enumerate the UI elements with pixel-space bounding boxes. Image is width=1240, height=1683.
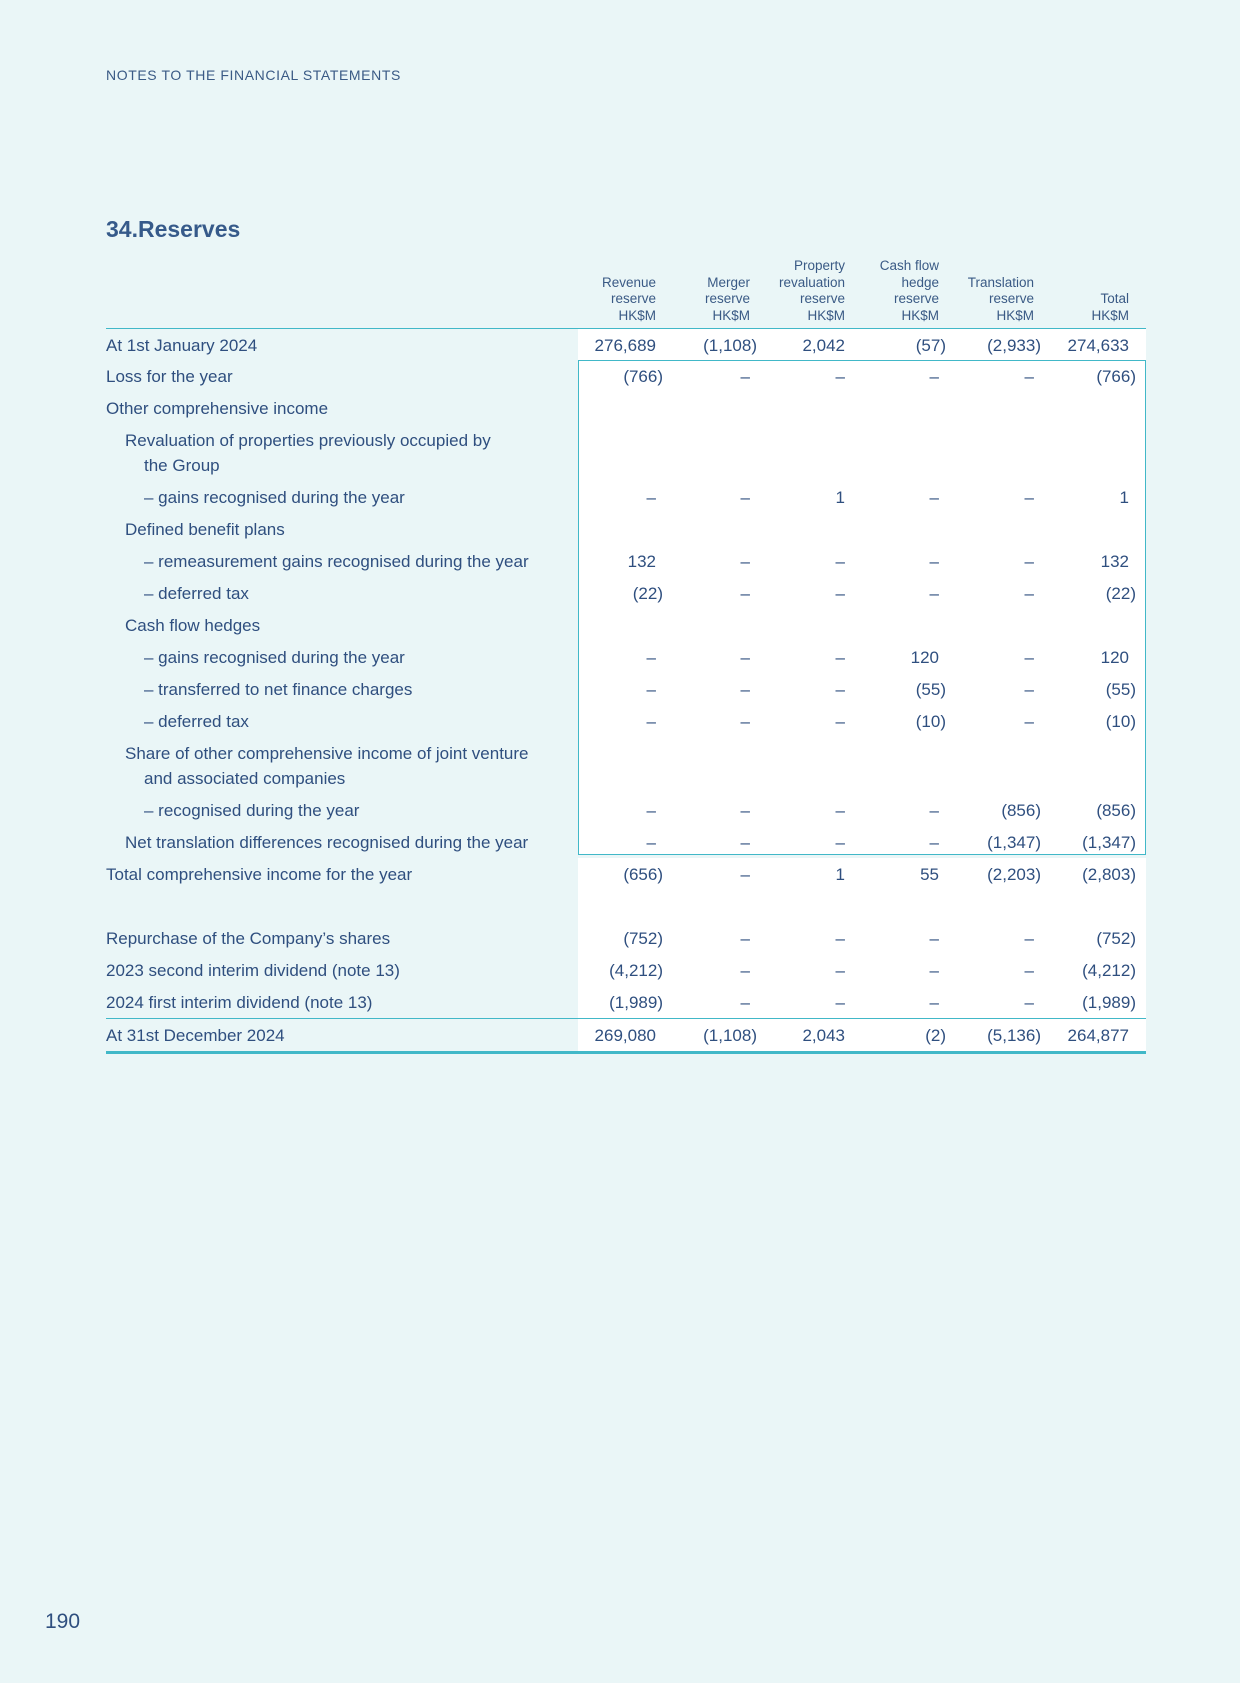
cell-translation: –	[1024, 680, 1034, 699]
cell-revenue: –	[646, 680, 656, 699]
table-header	[106, 258, 1146, 329]
col-header-merger-reserve: Merger reserve HK$M	[704, 274, 750, 323]
running-head: NOTES TO THE FINANCIAL STATEMENTS	[106, 67, 401, 83]
cell-property: 1	[835, 488, 845, 507]
table-row	[106, 826, 1146, 858]
cell-hedge: (57)	[915, 336, 946, 355]
cell-revenue: (766)	[623, 367, 663, 386]
cell-property: –	[835, 712, 845, 731]
cell-translation: –	[1024, 961, 1034, 980]
cell-total: (766)	[1096, 367, 1136, 386]
row-label: – recognised during the year	[144, 801, 360, 820]
col-header-translation-reserve: Translation reserve HK$M	[967, 274, 1034, 323]
cell-revenue: –	[646, 801, 656, 820]
comprehensive-income-section	[106, 360, 1146, 858]
row-label: Loss for the year	[106, 367, 233, 386]
cell-merger: –	[740, 552, 750, 571]
cell-merger: –	[740, 993, 750, 1012]
cell-hedge: –	[929, 929, 939, 948]
row-label: – deferred tax	[144, 712, 249, 731]
cell-property: –	[835, 801, 845, 820]
lower-section	[106, 858, 1146, 1018]
row-label: At 31st December 2024	[106, 1026, 285, 1045]
col-header-revenue-reserve: Revenue reserve HK$M	[601, 274, 656, 323]
cell-property: –	[835, 993, 845, 1012]
cell-total: (2,803)	[1082, 865, 1136, 884]
cell-total: 1	[1119, 488, 1129, 507]
cell-merger: –	[740, 488, 750, 507]
row-label: 2024 first interim dividend (note 13)	[106, 993, 373, 1012]
cell-total: (856)	[1096, 801, 1136, 820]
cell-total: (22)	[1105, 584, 1136, 603]
section-title: 34.Reserves	[106, 216, 241, 242]
row-label: – gains recognised during the year	[144, 488, 405, 507]
cell-merger: –	[740, 961, 750, 980]
row-label: – deferred tax	[144, 584, 249, 603]
cell-translation: –	[1024, 488, 1034, 507]
cell-translation: –	[1024, 993, 1034, 1012]
row-label: – remeasurement gains recognised during the year	[144, 552, 529, 571]
cell-hedge: –	[929, 488, 939, 507]
table-row	[106, 641, 1146, 673]
cell-total: (55)	[1105, 680, 1136, 699]
cell-merger: –	[740, 801, 750, 820]
row-label: Net translation differences recognised during the year	[125, 833, 529, 852]
col-header-cash-flow-hedge-reserve: Cash flow hedge reserve HK$M	[879, 258, 939, 323]
table-row	[106, 577, 1146, 609]
cell-property: –	[835, 648, 845, 667]
table-row	[106, 858, 1146, 890]
reserves-table	[106, 258, 1146, 1054]
cell-hedge: (2)	[925, 1026, 946, 1045]
cell-hedge: –	[929, 367, 939, 386]
cell-translation: –	[1024, 584, 1034, 603]
row-label: Share of other comprehensive income of joint venture and associated companies	[125, 744, 529, 788]
cell-translation: –	[1024, 552, 1034, 571]
row-label: 2023 second interim dividend (note 13)	[106, 961, 400, 980]
cell-property: –	[835, 552, 845, 571]
cell-total: 120	[1100, 648, 1129, 667]
row-label: Defined benefit plans	[125, 520, 285, 539]
cell-revenue: 132	[627, 552, 656, 571]
cell-translation: (2,203)	[987, 865, 1041, 884]
cell-merger: –	[740, 680, 750, 699]
row-label: At 1st January 2024	[106, 336, 258, 355]
row-label: Repurchase of the Company’s shares	[106, 929, 391, 948]
table-row	[106, 481, 1146, 513]
cell-merger: (1,108)	[703, 336, 757, 355]
row-label: – transferred to net finance charges	[144, 680, 413, 699]
table-row	[106, 705, 1146, 737]
cell-merger: –	[740, 865, 750, 884]
cell-revenue: (1,989)	[609, 993, 663, 1012]
table-row	[106, 922, 1146, 954]
cell-translation: (2,933)	[987, 336, 1041, 355]
cell-hedge: 55	[920, 865, 939, 884]
table-row	[106, 954, 1146, 986]
cell-translation: –	[1024, 367, 1034, 386]
cell-hedge: (10)	[915, 712, 946, 731]
cell-merger: –	[740, 648, 750, 667]
table-row	[106, 424, 1146, 481]
table-row	[106, 392, 1146, 424]
cell-property: 2,043	[802, 1026, 845, 1045]
cell-property: –	[835, 680, 845, 699]
table-row	[106, 986, 1146, 1018]
table-row	[106, 360, 1146, 392]
cell-revenue: 269,080	[594, 1026, 656, 1045]
cell-property: –	[835, 367, 845, 386]
row-label: Total comprehensive income for the year	[106, 865, 413, 884]
cell-total: (1,347)	[1082, 833, 1136, 852]
cell-hedge: –	[929, 993, 939, 1012]
cell-total: (752)	[1096, 929, 1136, 948]
cell-property: –	[835, 961, 845, 980]
cell-translation: (856)	[1001, 801, 1041, 820]
table-row	[106, 545, 1146, 577]
cell-revenue: (22)	[632, 584, 663, 603]
cell-total: 132	[1100, 552, 1129, 571]
table-row	[106, 329, 1146, 360]
cell-hedge: 120	[910, 648, 939, 667]
cell-hedge: –	[929, 961, 939, 980]
table-row	[106, 673, 1146, 705]
cell-translation: (5,136)	[987, 1026, 1041, 1045]
row-label: Other comprehensive income	[106, 399, 329, 418]
cell-property: –	[835, 584, 845, 603]
cell-hedge: –	[929, 833, 939, 852]
cell-revenue: –	[646, 833, 656, 852]
cell-merger: –	[740, 833, 750, 852]
cell-merger: –	[740, 712, 750, 731]
cell-revenue: –	[646, 648, 656, 667]
cell-merger: –	[740, 929, 750, 948]
cell-revenue: –	[646, 712, 656, 731]
cell-translation: –	[1024, 648, 1034, 667]
row-label: Cash flow hedges	[125, 616, 261, 635]
cell-hedge: (55)	[915, 680, 946, 699]
cell-property: –	[835, 833, 845, 852]
row-label: – gains recognised during the year	[144, 648, 405, 667]
cell-revenue: (4,212)	[609, 961, 663, 980]
cell-revenue: (656)	[623, 865, 663, 884]
table-row	[106, 513, 1146, 545]
cell-translation: –	[1024, 929, 1034, 948]
cell-revenue: (752)	[623, 929, 663, 948]
cell-revenue: 276,689	[594, 336, 656, 355]
table-row	[106, 737, 1146, 794]
row-label: Revaluation of properties previously occupied by the Group	[125, 431, 491, 475]
cell-translation: (1,347)	[987, 833, 1041, 852]
cell-merger: –	[740, 584, 750, 603]
col-header-property-revaluation-reserve: Property revaluation reserve HK$M	[778, 258, 845, 323]
cell-hedge: –	[929, 584, 939, 603]
cell-merger: –	[740, 367, 750, 386]
table-row	[106, 1018, 1146, 1054]
cell-property: 1	[835, 865, 845, 884]
cell-total: 264,877	[1067, 1026, 1129, 1045]
cell-hedge: –	[929, 801, 939, 820]
cell-total: (10)	[1105, 712, 1136, 731]
table-row	[106, 794, 1146, 826]
col-header-total: Total HK$M	[1091, 291, 1129, 323]
page-number: 190	[45, 1610, 81, 1633]
cell-total: (1,989)	[1082, 993, 1136, 1012]
cell-merger: (1,108)	[703, 1026, 757, 1045]
cell-hedge: –	[929, 552, 939, 571]
cell-translation: –	[1024, 712, 1034, 731]
cell-property: –	[835, 929, 845, 948]
cell-total: 274,633	[1067, 336, 1129, 355]
table-row	[106, 609, 1146, 641]
cell-total: (4,212)	[1082, 961, 1136, 980]
cell-revenue: –	[646, 488, 656, 507]
cell-property: 2,042	[802, 336, 845, 355]
